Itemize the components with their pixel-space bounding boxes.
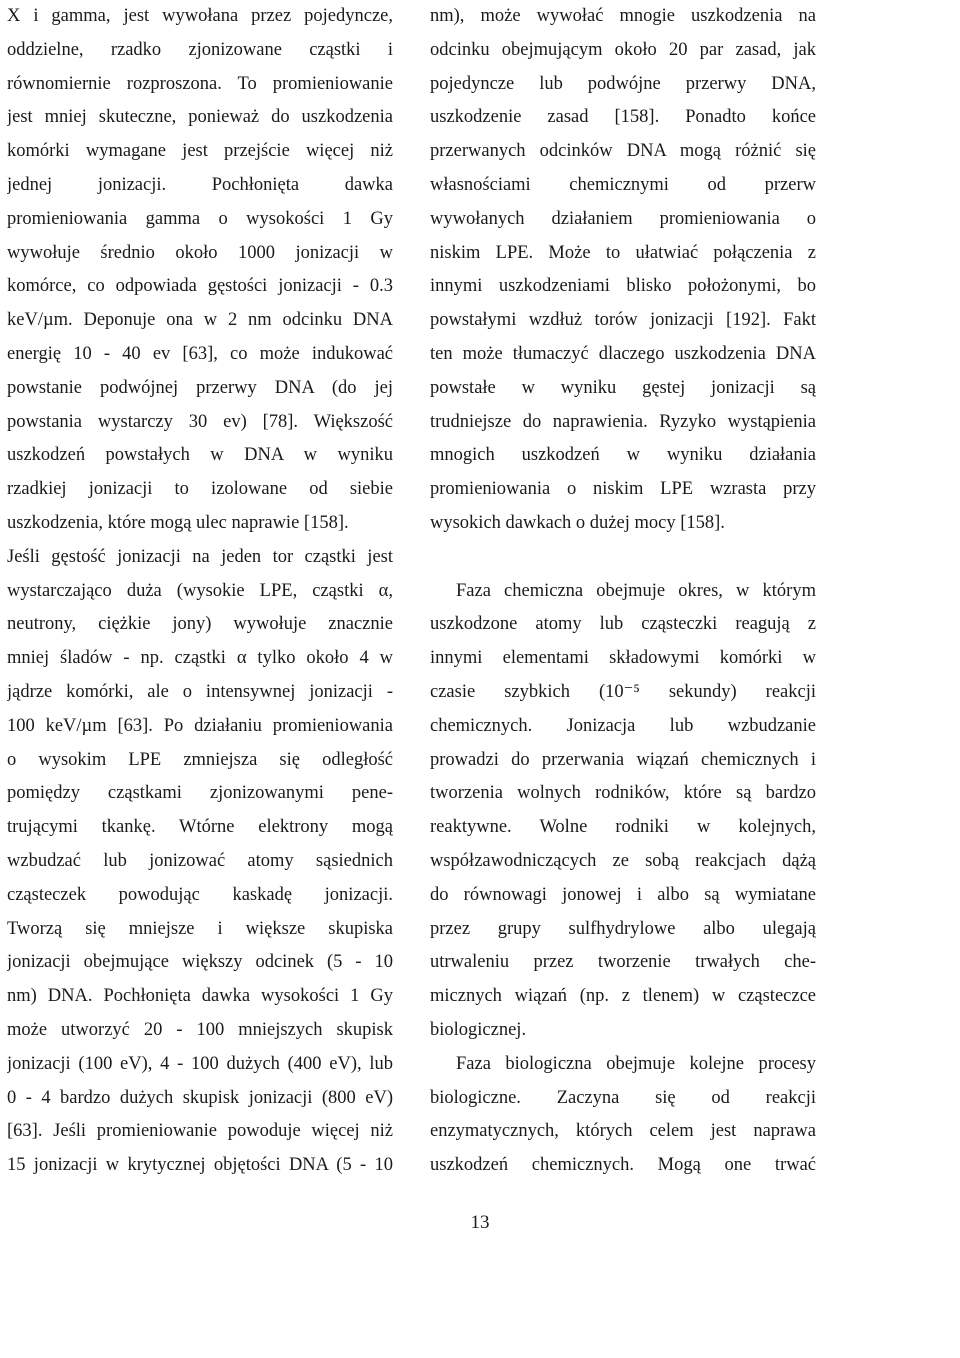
text-line: czasie szybkich (10⁻⁵ sekundy) reakcji — [430, 681, 816, 702]
text-line: 15 jonizacji w krytycznej objętości DNA (5 - 10 — [7, 1155, 393, 1176]
text-line: odcinku obejmującym około 20 par zasad, jak — [430, 39, 816, 60]
text-line: komórce, co odpowiada gęstości jonizacji - 0.3 — [7, 276, 393, 297]
text-line: ten może tłumaczyć dlaczego uszkodzenia DNA — [430, 343, 816, 364]
text-line: 0 - 4 bardzo dużych skupisk jonizacji (800 eV) — [7, 1087, 393, 1108]
left-text-column — [7, 0, 393, 1183]
text-line: uszkodzone atomy lub cząsteczki reagują z — [430, 614, 816, 635]
text-line: jednej jonizacji. Pochłonięta dawka — [7, 174, 393, 195]
text-line: trudniejsze do naprawienia. Ryzyko wystąpienia — [430, 411, 816, 432]
text-line: utrwaleniu przez tworzenie trwałych che- — [430, 952, 816, 973]
text-line: chemicznych. Jonizacja lub wzbudzanie — [430, 715, 816, 736]
paragraph-gap — [430, 541, 816, 575]
text-line: wystarczająco duża (wysokie LPE, cząstki α, — [7, 580, 393, 601]
text-line: jądrze komórki, ale o intensywnej jonizacji - — [7, 681, 393, 702]
text-line: jonizacji obejmujące większy odcinek (5 - 10 — [7, 952, 393, 973]
text-line: współzawodniczących ze sobą reakcjach dążą — [430, 850, 816, 871]
text-line: promieniowania o niskim LPE wzrasta przy — [430, 479, 816, 500]
text-line: energię 10 - 40 ev [63], co może indukować — [7, 343, 393, 364]
text-line: mniej śladów - np. cząstki α tylko około 4 w — [7, 648, 393, 669]
text-line: 100 keV/µm [63]. Po działaniu promieniowania — [7, 715, 393, 736]
text-line: mnogich uszkodzeń w wyniku działania — [430, 445, 816, 466]
text-line: wysokich dawkach o dużej mocy [158]. — [430, 512, 725, 533]
text-line: keV/µm. Deponuje ona w 2 nm odcinku DNA — [7, 310, 393, 331]
text-line: prowadzi do przerwania wiązań chemicznych i — [430, 749, 816, 770]
text-line: wywołuje średnio około 1000 jonizacji w — [7, 242, 393, 263]
text-line: micznych wiązań (np. z tlenem) w cząsteczce — [430, 986, 816, 1007]
text-line: pojedyncze lub podwójne przerwy DNA, — [430, 73, 816, 94]
text-line: o wysokim LPE zmniejsza się odległość — [7, 749, 393, 770]
text-line: pomiędzy cząstkami zjonizowanymi pene- — [7, 783, 393, 804]
text-line: niskim LPE. Może to ułatwiać połączenia z — [430, 242, 816, 263]
text-line: Jeśli gęstość jonizacji na jeden tor cząstki jest — [7, 546, 393, 567]
text-line: Faza biologiczna obejmuje kolejne procesy — [456, 1053, 816, 1074]
text-line: tworzenia wolnych rodników, które są bardzo — [430, 783, 816, 804]
text-line: neutrony, ciężkie jony) wywołuje znacznie — [7, 614, 393, 635]
text-line: nm), może wywołać mnogie uszkodzenia na — [430, 6, 816, 26]
text-line: do równowagi jonowej i albo są wymiatane — [430, 884, 816, 905]
text-line: oddzielne, rzadko zjonizowane cząstki i — [7, 39, 393, 60]
text-line: trującymi tkankę. Wtórne elektrony mogą — [7, 817, 393, 838]
text-line: własnościami chemicznymi od przerw — [430, 174, 816, 195]
text-line: uszkodzeń powstałych w DNA w wyniku — [7, 445, 393, 466]
right-text-column — [430, 0, 816, 1183]
text-line: [63]. Jeśli promieniowanie powoduje więcej niż — [7, 1121, 393, 1142]
text-line: równomiernie rozproszona. To promieniowanie — [7, 73, 393, 94]
page-number: 13 — [470, 1212, 490, 1233]
text-line: przez grupy sulfhydrylowe albo ulegają — [430, 918, 816, 939]
text-line: innymi elementami składowymi komórki w — [430, 648, 816, 669]
text-line: jest mniej skuteczne, ponieważ do uszkodzenia — [7, 107, 393, 128]
text-line: reaktywne. Wolne rodniki w kolejnych, — [430, 817, 816, 838]
text-line: jonizacji (100 eV), 4 - 100 dużych (400 eV), lub — [7, 1053, 393, 1074]
text-line: biologicznej. — [430, 1019, 527, 1040]
text-line: cząsteczek powodując kaskadę jonizacji. — [7, 884, 393, 905]
text-line: uszkodzeń chemicznych. Mogą one trwać — [430, 1155, 816, 1176]
text-line: uszkodzenie zasad [158]. Ponadto końce — [430, 107, 816, 128]
text-line: może utworzyć 20 - 100 mniejszych skupisk — [7, 1019, 393, 1040]
text-line: powstałe w wyniku gęstej jonizacji są — [430, 377, 816, 398]
text-line: uszkodzenia, które mogą ulec naprawie [158]. — [7, 512, 349, 533]
text-line: komórki wymagane jest przejście więcej niż — [7, 141, 393, 162]
text-line: powstania wystarczy 30 ev) [78]. Większość — [7, 411, 393, 432]
text-line: wywołanych działaniem promieniowania o — [430, 208, 816, 229]
text-line: enzymatycznych, których celem jest naprawa — [430, 1121, 816, 1142]
text-line: innymi uszkodzeniami blisko położonymi, bo — [430, 276, 816, 297]
text-line: powstałymi wzdłuż torów jonizacji [192]. Fakt — [430, 310, 816, 331]
text-line: promieniowania gamma o wysokości 1 Gy — [7, 208, 393, 229]
text-line: rzadkiej jonizacji to izolowane od siebie — [7, 479, 393, 500]
text-line: przerwanych odcinków DNA mogą różnić się — [430, 141, 816, 162]
text-line: X i gamma, jest wywołana przez pojedyncze, — [7, 6, 393, 26]
text-line: nm) DNA. Pochłonięta dawka wysokości 1 Gy — [7, 986, 393, 1007]
text-line: Tworzą się mniejsze i większe skupiska — [7, 918, 393, 939]
text-line: wzbudzać lub jonizować atomy sąsiednich — [7, 850, 393, 871]
text-line: biologiczne. Zaczyna się od reakcji — [430, 1087, 816, 1108]
text-line: powstanie podwójnej przerwy DNA (do jej — [7, 377, 393, 398]
text-line: Faza chemiczna obejmuje okres, w którym — [456, 580, 816, 601]
